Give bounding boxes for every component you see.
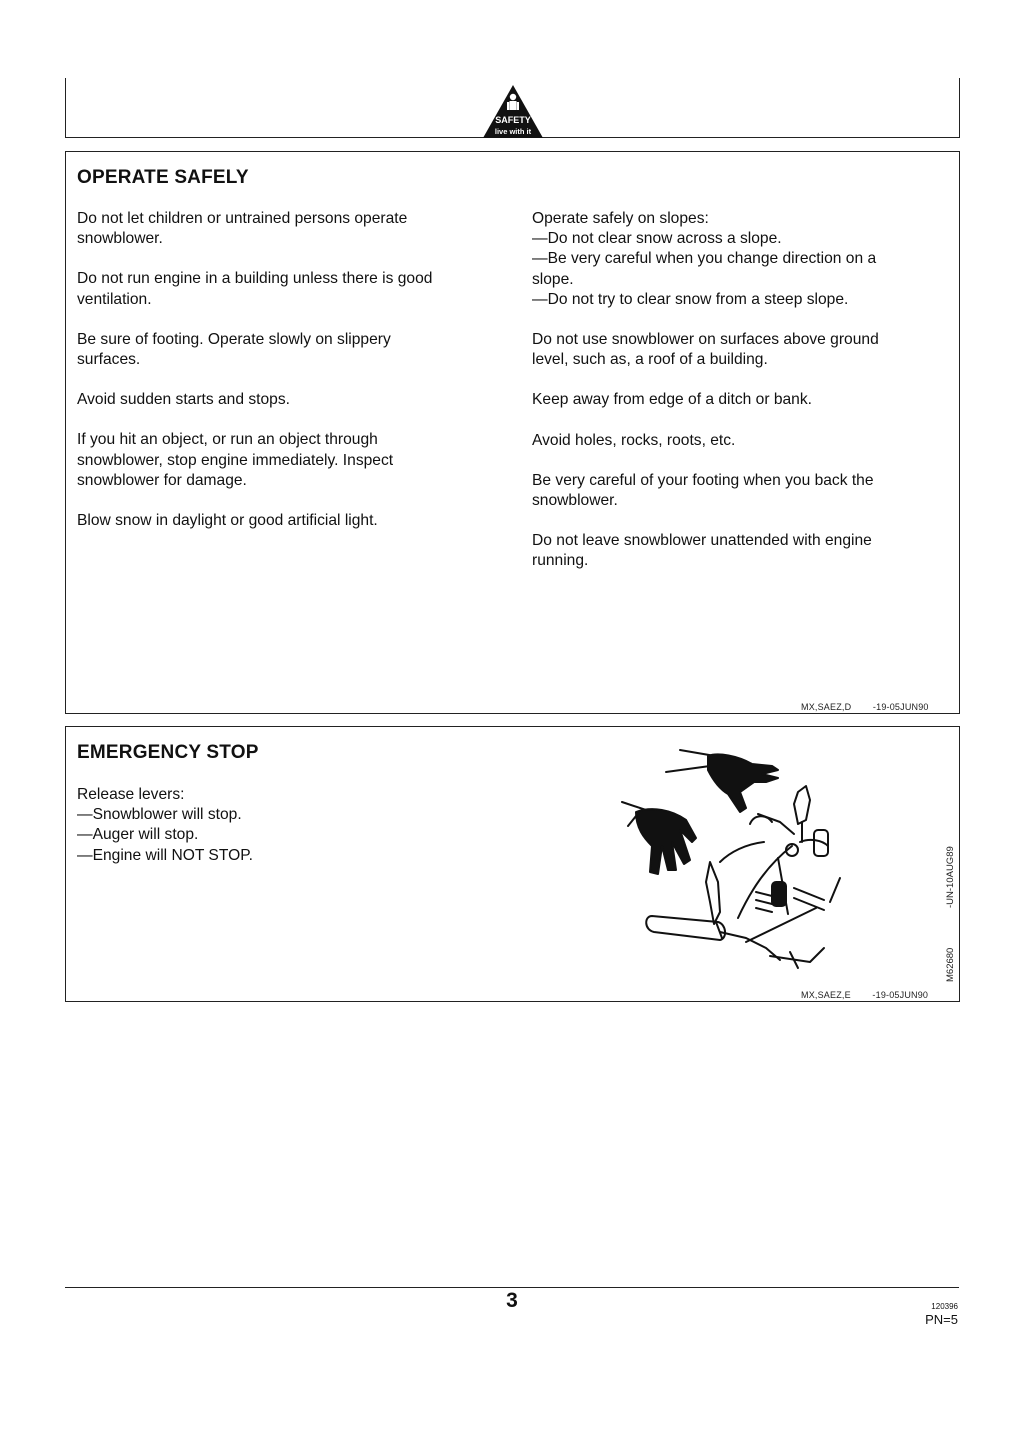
text-line: Blow snow in daylight or good artificial light. [77,512,378,530]
paragraph [77,390,481,410]
text-line: Do not leave snowblower unattended with engine [532,532,872,550]
text-line: Be very careful of your footing when you back the [532,471,874,489]
paragraph [532,330,918,370]
page-number: 3 [506,1289,518,1312]
lever-release-illustration [540,742,860,972]
page-number-code: PN=5 [925,1312,958,1327]
text-line: Avoid holes, rocks, roots, etc. [532,431,736,449]
text-line: Do not let children or untrained persons operate [77,210,408,227]
document-code: 120396 [931,1302,958,1311]
text-line: —Do not try to clear snow from a steep slope. [532,290,849,308]
paragraph [77,511,481,531]
paragraph [532,390,918,410]
text-line: —Auger will stop. [77,826,199,844]
emergency-stop-code: MX,SAEZ,E -19-05JUN90 [801,990,929,1000]
paragraph [77,269,481,309]
safety-logo-text: SAFETY [495,115,531,125]
text-line: Be sure of footing. Operate slowly on slippery [77,330,391,348]
text-line: Avoid sudden starts and stops. [77,391,290,409]
operate-safely-right-column [532,209,918,592]
text-line: If you hit an object, or run an object through [77,431,378,449]
text-line: surfaces. [77,351,141,369]
paragraph [77,430,481,491]
text-line: —Engine will NOT STOP. [77,846,253,864]
text-line: ventilation. [77,290,152,308]
text-line: Operate safely on slopes: [532,210,709,227]
paragraph [77,330,481,370]
paragraph [77,785,417,866]
paragraph [532,471,918,511]
safety-logo [482,84,544,139]
text-line: snowblower, stop engine immediately. Inspect [77,451,394,469]
figure-code: -UN-10AUG89 [945,846,956,908]
operate-safely-title: OPERATE SAFELY [77,167,249,188]
emergency-stop-text [77,785,417,886]
text-line: Do not run engine in a building unless there is good [77,270,433,288]
text-line: Keep away from edge of a ditch or bank. [532,391,812,409]
text-line: snowblower for damage. [77,471,247,489]
paragraph [77,209,481,249]
text-line: slope. [532,270,574,288]
text-line: —Do not clear snow across a slope. [532,230,782,248]
text-line: snowblower. [532,492,618,510]
text-line: —Snowblower will stop. [77,806,242,824]
text-line: snowblower. [77,230,163,248]
emergency-stop-title: EMERGENCY STOP [77,742,259,763]
safety-logo-tagline: live with it [494,127,532,136]
footer-rule [65,1287,959,1288]
paragraph [532,531,918,571]
text-line: running. [532,552,589,570]
operate-safely-code: MX,SAEZ,D -19-05JUN90 [801,702,929,712]
figure-id: M62680 [945,947,956,982]
paragraph [532,431,918,451]
text-line: level, such as, a roof of a building. [532,351,768,369]
text-line: Release levers: [77,786,185,803]
operate-safely-left-column [77,209,481,551]
text-line: Do not use snowblower on surfaces above ground [532,331,879,349]
text-line: —Be very careful when you change direction on a [532,250,877,268]
paragraph [532,209,918,310]
